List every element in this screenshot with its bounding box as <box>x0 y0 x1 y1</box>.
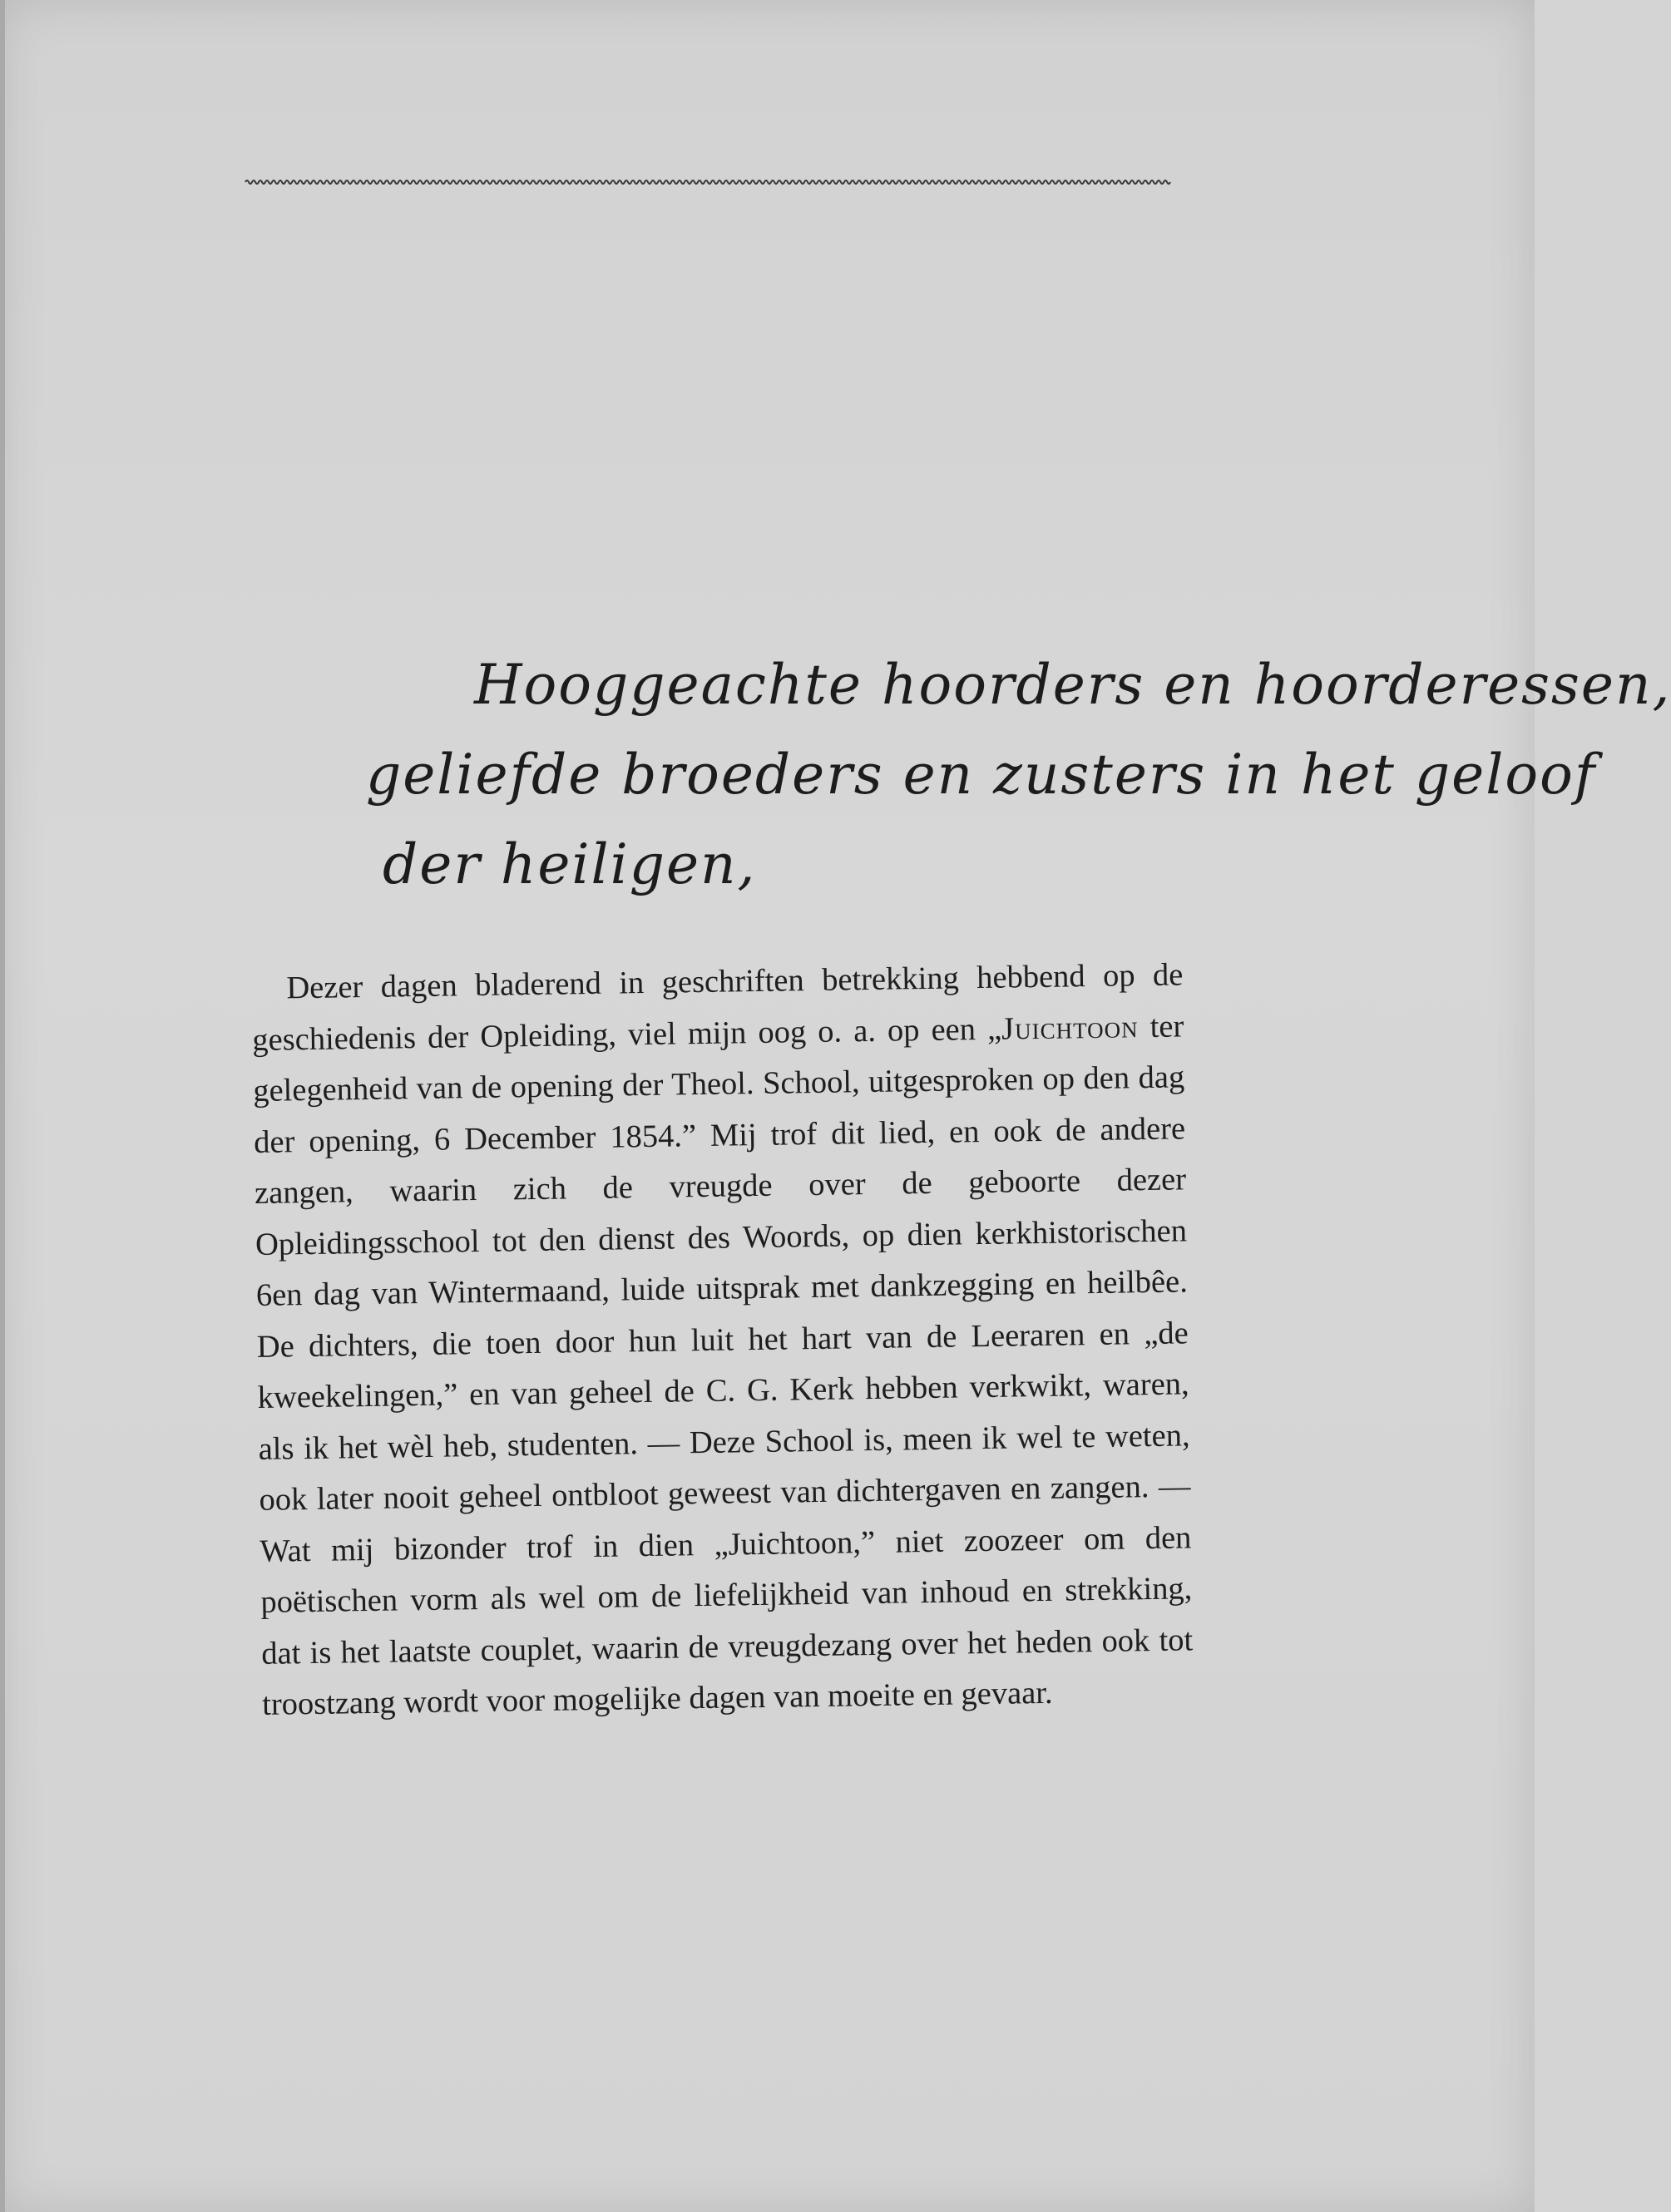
body-paragraph <box>251 950 1194 1731</box>
ornamental-wavy-rule <box>245 176 1169 188</box>
page-edge-shadow <box>0 0 5 2212</box>
body-text-part-1: Dezer dagen bladerend in geschriften betrekking hebbend op de geschiedenis der Opleiding, viel mijn oog o. a. op een „ <box>252 956 1184 1057</box>
salutation-line-3: der heiligen, <box>383 832 757 896</box>
juichtoon-title: Juichtoon <box>1001 1009 1139 1046</box>
salutation <box>366 640 1671 910</box>
salutation-line-2: geliefde broeders en zusters in het geloof <box>366 743 1597 807</box>
body-text-part-2: ter gelegenheid van de opening der Theol. School, uitgesproken op den dag der opening, 6 December 1854.” Mij trof dit lied, en ook de andere zangen, waarin zich de vreugde over de geboorte dezer Opleidingsschool tot den dienst des Woords, op dien kerkhistorischen 6en dag van Wintermaand, luide uitsprak met dankzegging en heilbêe. De dichters, die toen door hun luit het hart van de Leeraren en „de kweekelingen,” en van geheel de C. G. Kerk hebben verkwikt, waren, als ik het wèl heb, studenten. — Deze School is, meen ik wel te weten, ook later nooit geheel ontbloot geweest van dichtergaven en zangen. — Wat mij bizonder trof in dien „Juichtoon,” niet zoozeer om den poëtischen vorm als wel om de liefelijkheid van inhoud en strekking, dat is het laatste couplet, waarin de vreugdezang over het heden ook tot troostzang wordt voor mogelijke dagen van moeite en gevaar. <box>252 1008 1194 1722</box>
salutation-line-1: Hooggeachte hoorders en hoorderessen, <box>474 653 1671 717</box>
